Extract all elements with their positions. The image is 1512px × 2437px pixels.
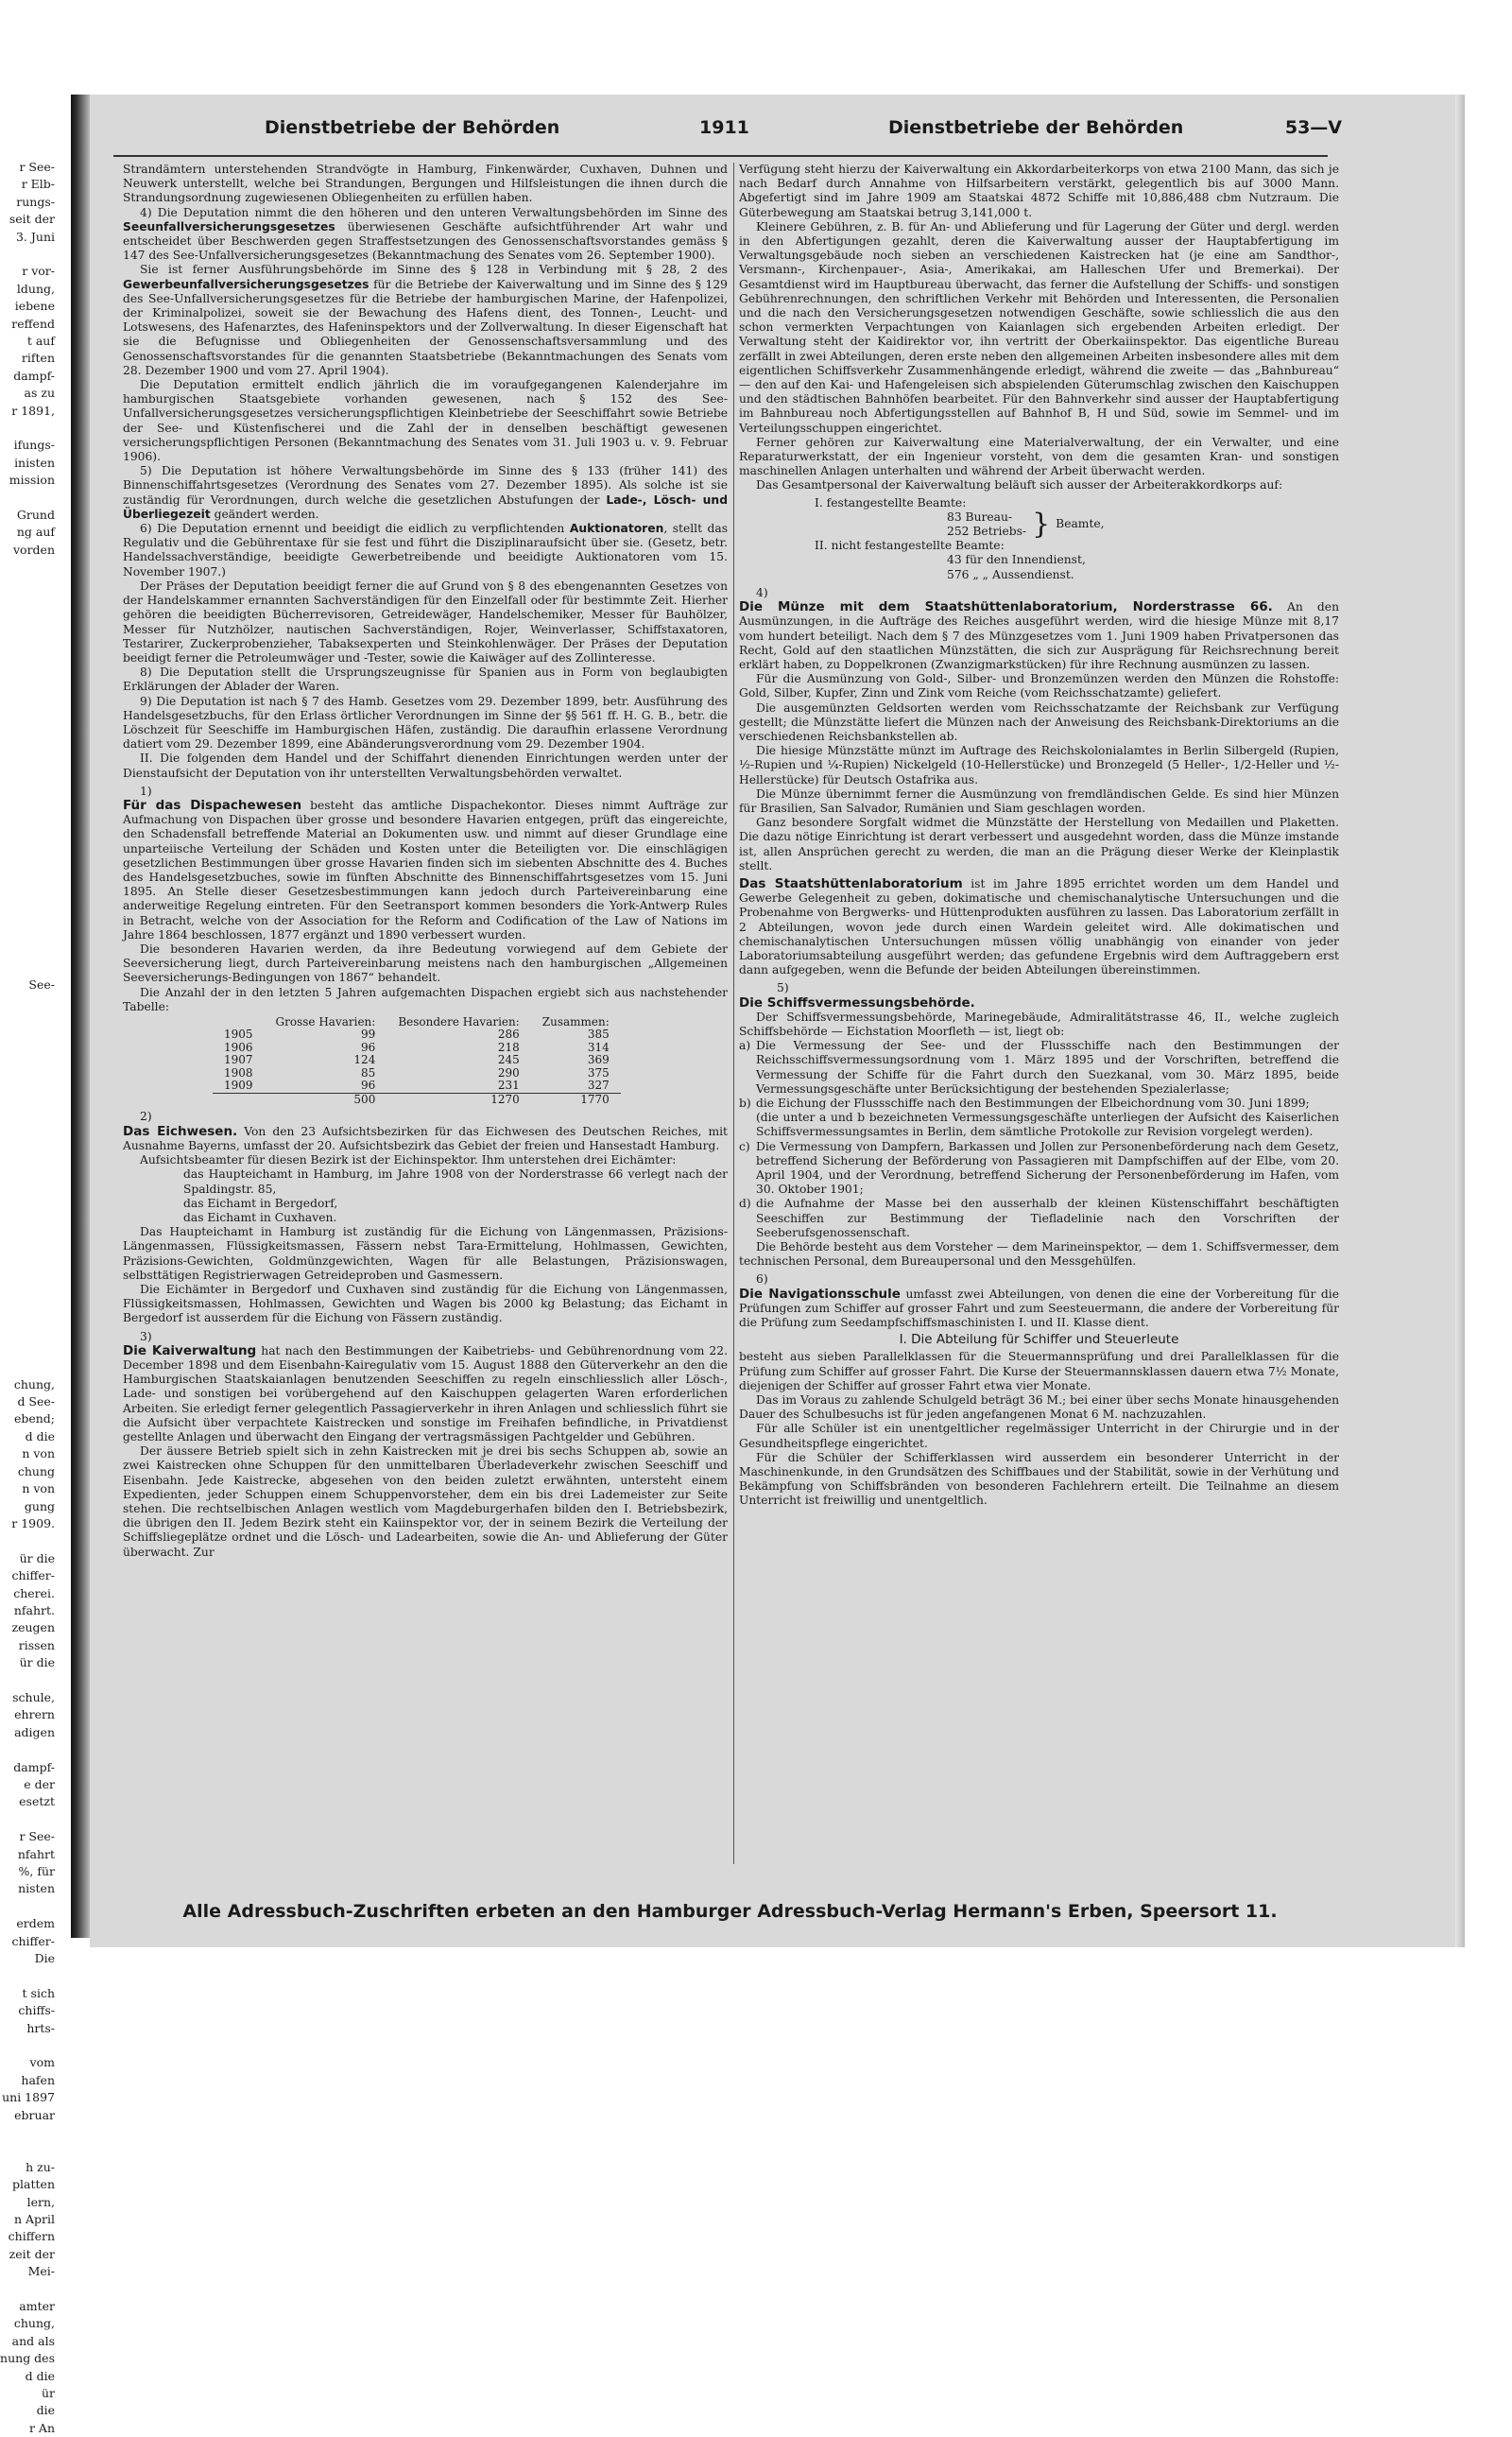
fragment-line: e der bbox=[24, 1776, 55, 1791]
fragment-line: mission bbox=[9, 473, 55, 488]
fragment-line: r 1909. bbox=[11, 1515, 55, 1530]
paragraph: Das Haupteichamt in Hamburg ist zuständig für die Eichung von Längenmassen, Präzisions-Längenmassen, Flüssigkeitsmassen, Fässern nebst Tara-Ermittelung, Hohlmassen, Gewichten, Präzisions-Gewichten, Goldmünzgewichten, Wagen für alle Belastungen, Präzisionswagen, selbsttätigen Registrierwagen Getreideproben und Gasmessern. bbox=[123, 1225, 728, 1282]
fragment-line: ür die bbox=[19, 1550, 55, 1565]
fragment-line: chung, bbox=[13, 2316, 55, 2331]
fragment-line: nfahrt bbox=[17, 1846, 55, 1861]
fragment-line: chung bbox=[17, 1463, 55, 1478]
paragraph: Die Münze übernimmt ferner die Ausmünzung von fremdländischen Gelde. Es sind hier Münzen für Brasilien, San Salvador, Rumänien und Siam geschlagen worden. bbox=[739, 786, 1339, 815]
fragment-line bbox=[0, 2281, 59, 2298]
table-header: Besondere Havarien: bbox=[398, 1014, 520, 1028]
fragment-line: erdem bbox=[16, 1916, 55, 1931]
fragment-line: hrts- bbox=[26, 2020, 55, 2035]
list-label: c) bbox=[739, 1139, 750, 1153]
left-column: Strandämtern unterstehenden Strandvögte in Hamburg, Finkenwärder, Cuxhaven, Duhnen und Neuwerk unterstellt, welche bei Strandungen, Bergungen und Hilfsleistungen die ihnen durch die Strandungsordnung zugewiesenen Obliegenheiten zu erfüllen haben. 4) Die Deputation nimmt die den höheren und den unteren Verwaltungsbehörden im Sinne des Seeunfallversicherungsgesetzes überwiesenen Geschäfte aufsichtführender Art wahr und entscheidet über Beschwerden gegen Straffestsetzungen des Genossenschaftsvorstandes gemäss § 147 des See-Unfallversicherungsgesetzes (Bekanntmachung des Senates vom 26. September 1900). Sie ist ferner Ausführungsbehörde im Sinne des § 128 in Verbindung mit § 28, 2 des Gewerbeunfallversicherungsgesetzes für die Betriebe der Kaiverwaltung und im Sinne des § 129 des See-Unfallversicherungsgesetzes für die Betriebe der hamburgischen Marine, der Hafenpolizei, der Kriminalpolizei, soweit sie der Bewachung des Hafens dient, des Tonnen-, Leucht- und Lotswesens, des Hafenarztes, des Hafeninspektors und der Zollverwaltung. In dieser Eigenschaft hat sie die Befugnisse und Obliegenheiten der Genossenschaftsversammlung und des Genossenschaftsvorstandes für die genannten Staatsbetriebe (Bekanntmachungen des Senats vom 28. Dezember 1900 und vom 27. April 1904). Die Deputation ermittelt endlich jährlich die im voraufgegangenen Kalenderjahre im hamburgischen Staatsgebiete vorhanden gewesenen, nach § 152 des See-Unfallversicherungsgesetzes versicherungspflichtigen Kleinbetriebe der Seeschiffahrt sowie Betriebe der See- und Küstenfischerei und die Zahl der in denselben beschäftigt gewesenen versicherungspflichtigen Personen (Bekanntmachung des Senates vom 31. Juli 1903 u. v. 9. Februar 1906). 5) Die Deputation ist höhere Verwaltungsbehörde im Sinne des § 133 (früher 141) des Binnenschiffahrtsgesetzes (Verordnung des Senates vom 27. Dezember 1895). Als solche ist sie zuständig für Verordnungen, durch welche die gesetzlichen Abstufungen der Lade-, Lösch- und Überliegezeit geändert werden. 6) Die Deputation ernennt und beeidigt die eidlich zu verpflichtenden Auktionatoren, stellt das Regulativ und die Gebührentaxe für sie fest und führt die Disziplinaraufsicht über sie. (Gesetz, betr. Handelssachverständige, beeidigte Gewerbetreibende und beeidigte Auktionatoren vom 15. November 1907.) Der Präses der Deputation beeidigt ferner die auf Grund von § 8 des ebengenannten Gesetzes von der Handelskammer ernannten Sachverständigen für den Einzelfall oder für bestimmte Zeit. Hierher gehören die beeidigten Bücherrevisoren, Getreidewäger, Handelschemiker, Messer für Bauhölzer, Messer für Nutzhölzer, nautischen Sachverständigen, Rojer, Weinverlasser, Schiffstaxatoren, Testarirer, Zuckerprobenzieher, Tabaksexperten und Steinkohlenwäger. Der Präses der Deputation beeidigt ferner die Petroleumwäger und -Tester, sowie die Kaiwäger auf des Zollinteresse. 8) Die Deputation stellt die Ursprungszeugnisse für Spanien aus in Form von beglaubigten Erklärungen der Ablader der Waren. 9) Die Deputation ist nach § 7 des Hamb. Gesetzes vom 29. Dezember 1899, betr. Ausführung des Handelsgesetzbuchs, für den Erlass örtlicher Verordnungen im Sinne der §§ 561 ff. H. G. B., betr. die Löschzeit für Seeschiffe im Hamburgischen Häfen, zuständig. Die daraufhin erlassene Verordnung datiert vom 29. Dezember 1899, eine Abänderungsverordnung vom 29. Dezember 1904. II. Die folgenden dem Handel und der Schiffahrt dienenden Einrichtungen werden unter der Dienstaufsicht der Deputation von ihr unterstellten Verwaltungsbehörden verwaltet. 1) Für das Dispachewesen besteht das amtliche Dispachekontor. Dieses nimmt Aufträge zur Aufmachung von Dispachen über grosse und besondere Havarien entgegen, prüft das eingereichte, den Schadensfall betreffende Material an Dokumenten usw. und nimmt auf dieser Grundlage eine unparteiische Verteilung der Schäden und Kosten unter die Beteiligten vor. Die einschlägigen gesetzlichen Bestimmungen über grosse Havarien finden sich im siebenten Abschnitte des 4. Buches des Handelsgesetzbuches, sowie im fünften Abschnitte des Binnenschiffahrtsgesetzes vom 15. Juni 1895. An Stelle dieser Gesetzesbestimmungen kann jedoch durch Parteivereinbarung eine anderweitige Regelung eintreten. Für den Seetransport kommen besonders die York-Antwerp Rules in Betracht, welche von der Association for the Reform and Codification of the Law of Nations im Jahre 1864 beschlossen, 1877 ergänzt und 1890 verbessert wurden. Die besonderen Havarien werden, da ihre Bedeutung vorwiegend auf dem Gebiete der Seeversicherung liegt, durch Parteivereinbarung meistens nach den hamburgischen „Allgemeinen Seeversicherungs-Bedingungen von 1867“ behandelt. Die Anzahl der in den letzten 5 Jahren aufgemachten Dispachen ergiebt sich aus nachstehender Tabelle: Grosse Havarien: Besondere Havarien: Zusammen: 1905 99 286 385 1906 96 218 314 1907 124 245 369 1908 85 290 375 1909 96 231 327 500 1270 1770 2) Das Eichwesen. Von den 23 Aufsichtsbezirken für das Eichwesen des Deutschen Reiches, mit Ausnahme Bayerns, umfasst der 20. Aufsichtsbezirk das Gebiet der freien und Hansestadt Hamburg. Aufsichtsbeamter für diesen Bezirk ist der Eichinspektor. Ihm unterstehen drei Eichämter: das Haupteichamt in Hamburg, im Jahre 1908 von der Norderstrasse 66 verlegt nach der Spaldingstr. 85, das Eichamt in Bergedorf, das Eichamt in Cuxhaven. Das Haupteichamt in Hamburg ist zuständig für die Eichung von Längenmassen, Präzisions-Längenmassen, Flüssigkeitsmassen, Fässern nebst Tara-Ermittelung, Hohlmassen, Gewichten, Präzisions-Gewichten, Goldmünzgewichten, Wagen für alle Belastungen, Präzisionswagen, selbsttätigen Registrierwagen Getreideproben und Gasmessern. Die Eichämter in Bergedorf und Cuxhaven sind zuständig für die Eichung von Längenmassen, Flüssigkeitsmassen, Hohlmassen, Gewichten und Wagen bis 2000 kg Belastung; das Eichamt in Bergedorf ist ausserdem für die Eichung von Fässern zuständig. 3) Die Kaiverwaltung hat nach den Bestimmungen der Kaibetriebs- und Gebührenordnung vom 22. December 1898 und dem Eisenbahn-Kairegulativ vom 15. August 1888 den Güterverkehr an den die Hamburgischen Staatskaianlagen benutzenden Seeschiffen zu regeln einschliesslich aller Lösch-, Lade- und sonstigen bei vorübergehend auf den Kaischuppen gelagerten Waren erforderlichen Arbeiten. Sie erledigt ferner gelegentlich Passagierverkehr in ihren Anlagen und schliesslich führt sie die Aufsicht über verpachtete Kaistrecken und sonstige im Freihafen befindliche, in Privatdienst gestellte Anlagen und überwacht den Eingang der vertragsmässigen Pachtgelder und Gebühren. Der äussere Betrieb spielt sich in zehn Kaistrecken mit je drei bis sechs Schuppen ab, sowie an zwei Kaistrecken ohne Schuppen für den unmittelbaren Überladeverkehr zwischen Seeschiff und Eisenbahn. Jede Kaistrecke, abgesehen von den beiden zuletzt erwähnten, untersteht einem Expedienten, jeder Schuppen einem Schuppenvorsteher, dem ein bis drei Lademeister zur Seite stehen. Die rechtselbischen Anlagen westlich vom Magdeburgerhafen bilden den I. Betriebsbezirk, die übrigen den II. Jedem Bezirk steht ein Kaiinspektor vor, der in seinem Bezirk die Verteilung der Schiffsliegeplätze ordnet und die Lösch- und Ladearbeiten, sowie die An- und Ablieferung der Güter überwacht. Zur bbox=[123, 163, 729, 1559]
fragment-line bbox=[0, 420, 59, 437]
fragment-line bbox=[0, 838, 59, 855]
table-row bbox=[213, 1028, 621, 1042]
fragment-line: cherei. bbox=[13, 1585, 55, 1600]
fragment-line bbox=[0, 1741, 59, 1758]
paragraph: Das Gesamtpersonal der Kaiverwaltung beläuft sich ausser der Arbeiterakkordkorps auf: bbox=[756, 478, 1283, 493]
table-total-cell: 500 bbox=[265, 1093, 387, 1106]
fragment-line: inisten bbox=[14, 455, 55, 470]
staff-item: 43 für den Innendienst, bbox=[947, 553, 1086, 567]
fragment-line bbox=[0, 1063, 59, 1080]
fragment-line: r See- bbox=[19, 160, 55, 174]
paragraph: Die Behörde besteht aus dem Vorsteher — dem Marineinspektor, — dem 1. Schiffsvermesser, dem technischen Personal, dem Bureaupersonal und den Messgehülfen. bbox=[739, 1240, 1339, 1269]
fragment-line: as zu bbox=[24, 386, 55, 401]
page-gutter-shadow bbox=[71, 95, 90, 1938]
paragraph: Aufsichtsbeamter für diesen Bezirk ist der Eichinspektor. Ihm unterstehen drei Eichämter: bbox=[140, 1153, 677, 1167]
fragment-line bbox=[0, 577, 59, 594]
fragment-line: dampf- bbox=[13, 1759, 55, 1774]
fragment-line bbox=[0, 1080, 59, 1098]
fragment-line bbox=[0, 559, 59, 576]
table-cell: 290 bbox=[497, 1065, 520, 1080]
fragment-line bbox=[0, 2037, 59, 2054]
fragment-line: iebene bbox=[14, 299, 55, 314]
table-cell: 1907 bbox=[224, 1053, 253, 1067]
section-heading: Die Münze mit dem Staatshüttenlaboratorium, Norderstrasse 66. bbox=[739, 599, 1273, 615]
list-text: Die Vermessung von Dampfern, Barkassen und Jollen zur Personenbeförderung nach dem Gesetz, betreffend Sicherung der Beförderung von Passagieren mit Dampfschiffen auf der Elbe, vom 20. April 1904, und der Verordnung, betreffend Sicherung der Personenbeförderung im Hafen, vom 30. Oktober 1901; bbox=[756, 1139, 1339, 1197]
list-item bbox=[756, 1111, 1339, 1139]
page-edge bbox=[1455, 95, 1465, 1947]
fragment-line bbox=[0, 942, 59, 959]
fragment-line bbox=[0, 629, 59, 646]
paragraph: Das im Voraus zu zahlende Schulgeld beträgt 36 M.; bei einer über sechs Monate hinausgehenden Dauer des Schulbesuchs ist für jeden angefangenen Monat 6 M. nachzuzahlen. bbox=[739, 1393, 1339, 1422]
fragment-line bbox=[0, 1011, 59, 1028]
fragment-line: chiffern bbox=[8, 2229, 55, 2244]
fragment-line: uni 1897 bbox=[2, 2090, 55, 2105]
paragraph: 5) Die Deputation ist höhere Verwaltungsbehörde im Sinne des § 133 (früher 141) des Binnenschiffahrtsgesetzes (Verordnung des Senates vom 27. Dezember 1895). Als solche ist sie zuständig für Verordnungen, durch welche die gesetzlichen Abstufungen der Lade-, Lösch- und Überliegezeit geändert werden. bbox=[123, 464, 728, 521]
adjacent-page-fragment bbox=[0, 159, 59, 2435]
fragment-line: and als bbox=[11, 2333, 55, 2348]
list-label: b) bbox=[739, 1097, 751, 1110]
fragment-line: %, für bbox=[18, 1863, 55, 1878]
paragraph: Der äussere Betrieb spielt sich in zehn Kaistrecken mit je drei bis sechs Schuppen ab, sowie an zwei Kaistrecken ohne Schuppen für den unmittelbaren Überladeverkehr zwischen Seeschiff und Eisenbahn. Jede Kaistrecke, abgesehen von den beiden zuletzt erwähnten, untersteht einem Expedienten, jeder Schuppen einem Schuppenvorsteher, dem ein bis drei Lademeister zur Seite stehen. Die rechtselbischen Anlagen westlich vom Magdeburgerhafen bilden den I. Betriebsbezirk, die übrigen den II. Jedem Bezirk steht ein Kaiinspektor vor, der in seinem Bezirk die Verteilung der Schiffsliegeplätze ordnet und die Lösch- und Ladearbeiten, sowie die An- und Ablieferung der Güter überwacht. Zur bbox=[123, 1444, 728, 1559]
paragraph: Für die Ausmünzung von Gold-, Silber- und Bronzemünzen werden den Münzen die Rohstoffe: Gold, Silber, Kupfer, Zinn und Zink vom Reiche (vom Reichsschatzamte) geliefert. bbox=[739, 672, 1339, 700]
list-item bbox=[739, 1197, 1339, 1240]
paragraph: 4) Die Deputation nimmt die den höheren und den unteren Verwaltungsbehörden im Sinne des Seeunfallversicherungsgesetzes überwiesenen Geschäfte aufsichtführender Art wahr und entscheidet über Beschwerden gegen Straffestsetzungen des Genossenschaftsvorstandes gemäss § 147 des See-Unfallversicherungsgesetzes (Bekanntmachung des Senates vom 26. September 1900). bbox=[123, 205, 728, 263]
fragment-line bbox=[0, 1306, 59, 1323]
table-cell: 245 bbox=[497, 1053, 520, 1067]
table-cell: 99 bbox=[361, 1028, 376, 1042]
table-total-cell: 1770 bbox=[531, 1093, 621, 1106]
table-row bbox=[213, 1067, 621, 1080]
page-number: 53—V bbox=[1284, 117, 1342, 138]
fragment-line: seit der bbox=[9, 212, 55, 227]
fragment-line: t auf bbox=[26, 334, 55, 349]
fragment-line bbox=[0, 1115, 59, 1132]
fragment-line bbox=[0, 1358, 59, 1375]
subsection-heading: I. Die Abteilung für Schiffer und Steuerleute bbox=[899, 1332, 1179, 1348]
fragment-line bbox=[0, 1289, 59, 1306]
table-cell: 218 bbox=[497, 1040, 520, 1054]
fragment-line bbox=[0, 1324, 59, 1341]
list-item bbox=[739, 1039, 1339, 1097]
dispachen-table bbox=[213, 1016, 621, 1107]
fragment-line bbox=[0, 1184, 59, 1201]
list-text: die Eichung der Flussschiffe nach den Bestimmungen der Elbeichordnung vom 30. Juni 1899; bbox=[756, 1097, 1310, 1110]
fragment-line: nung des bbox=[0, 2351, 55, 2366]
fragment-line bbox=[0, 994, 59, 1011]
list-item: das Eichamt in Bergedorf, bbox=[183, 1196, 338, 1210]
fragment-line: riften bbox=[21, 351, 55, 366]
table-total-row bbox=[213, 1093, 621, 1106]
fragment-line bbox=[0, 646, 59, 663]
fragment-line bbox=[0, 1202, 59, 1219]
fragment-line bbox=[0, 246, 59, 263]
table-cell: 1908 bbox=[224, 1065, 253, 1080]
fragment-line: schule, bbox=[12, 1689, 55, 1704]
section-heading: Für das Dispachewesen bbox=[123, 797, 302, 813]
section-schiffsvermessung: 5) bbox=[777, 981, 789, 995]
paragraph: 6) Die Deputation ernennt und beeidigt die eidlich zu verpflichtenden Auktionatoren, stellt das Regulativ und die Gebührentaxe für sie fest und führt die Disziplinaraufsicht über sie. (Gesetz, betr. Handelssachverständige, beeidigte Gewerbetreibende und beeidigte Auktionatoren vom 15. November 1907.) bbox=[123, 522, 729, 579]
paragraph: Ganz besondere Sorgfalt widmet die Münzstätte der Herstellung von Medaillen und Plaketten. Die dazu nötige Einrichtung ist derart verbessert und ausgedehnt worden, dass die Münze imstande ist, allen Ansprüchen gerecht zu werden, die man an die Prägung dieser Werke der Kleinplastik stellt. bbox=[739, 816, 1339, 873]
header-section-title-right: Dienstbetriebe der Behörden bbox=[888, 117, 1184, 138]
paragraph: Die ausgemünzten Geldsorten werden vom Reichsschatzamte der Reichsbank zur Verfügung gestellt; die Münzstätte liefert die Münzen nach der Anweisung des Reichsbank-Direktoriums an die verschiedenen Reichsbankstellen ab. bbox=[739, 700, 1339, 743]
table-header: Grosse Havarien: bbox=[275, 1014, 376, 1028]
fragment-line: zeugen bbox=[11, 1620, 55, 1635]
fragment-line: vorden bbox=[12, 542, 55, 557]
fragment-line: r An bbox=[28, 2420, 55, 2435]
fragment-line bbox=[0, 1098, 59, 1115]
paragraph: Der Präses der Deputation beeidigt ferner die auf Grund von § 8 des ebengenannten Gesetzes von der Handelskammer ernannten Sachverständigen für den Einzelfall oder für bestimmte Zeit. Hierher gehören die beeidigten Bücherrevisoren, Getreidewäger, Handelschemiker, Messer für Bauhölzer, Messer für Nutzhölzer, nautischen Sachverständigen, Rojer, Weinverlasser, Schiffstaxatoren, Testarirer, Zuckerprobenzieher, Tabaksexperten und Steinkohlenwäger. Der Präses der Deputation beeidigt ferner die Petroleumwäger und -Tester, sowie die Kaiwäger auf des Zollinteresse. bbox=[123, 579, 728, 665]
staff-group-label: I. festangestellte Beamte: bbox=[815, 495, 967, 510]
fragment-line bbox=[0, 1898, 59, 1915]
fragment-line bbox=[0, 959, 59, 976]
fragment-line: nfahrt. bbox=[13, 1602, 55, 1617]
table-cell: 385 bbox=[587, 1028, 610, 1042]
fragment-line: h zu- bbox=[26, 2159, 55, 2174]
table-header bbox=[213, 1016, 265, 1029]
table-cell: 314 bbox=[587, 1040, 610, 1054]
paragraph: Der Schiffsvermessungsbehörde, Marinegebäude, Admiralitätstrasse 46, II., welche zugleich Schiffsbehörde — Eichstation Moorfleth — ist, liegt ob: bbox=[739, 1010, 1339, 1038]
fragment-line bbox=[0, 1237, 59, 1254]
paragraph: Ferner gehören zur Kaiverwaltung eine Materialverwaltung, der ein Verwalter, und eine Reparaturwerkstatt, der ein Ingenieur vorsteht, von dem die gesamten Kran- und sonstigen maschinellen Anlagen unterhalten und während der Arbeit überwacht werden. bbox=[739, 435, 1339, 478]
fragment-line: Mei- bbox=[27, 2264, 55, 2279]
fragment-line bbox=[0, 1132, 59, 1149]
table-cell: 231 bbox=[497, 1079, 520, 1093]
fragment-line bbox=[0, 768, 59, 785]
fragment-line bbox=[0, 1046, 59, 1063]
fragment-line: gung bbox=[24, 1498, 55, 1513]
fragment-line: ehrern bbox=[14, 1707, 55, 1722]
table-total-cell: 1270 bbox=[387, 1093, 530, 1106]
paragraph: besteht aus sieben Parallelklassen für die Steuermannsprüfung und drei Parallelklassen für die Prüfung zum Schiffer auf grosser Fahrt. Die Kurse der Steuermannsklassen dauern etwa 7½ Monate, diejenigen der Schiffer auf grosser Fahrt etwa vier Monate. bbox=[739, 1350, 1339, 1392]
fragment-line bbox=[0, 1811, 59, 1828]
table-cell: 286 bbox=[497, 1028, 520, 1042]
fragment-line: chung, bbox=[13, 1376, 55, 1391]
staff-item: 576 „ „ Aussendienst. bbox=[947, 567, 1074, 581]
section-navigationsschule: 6) bbox=[756, 1272, 768, 1287]
fragment-line: r Elb- bbox=[21, 177, 55, 192]
fragment-line bbox=[0, 1219, 59, 1236]
section-heading: Das Eichwesen. bbox=[123, 1123, 238, 1139]
fragment-line: chiffer- bbox=[11, 1933, 55, 1948]
list-label: a) bbox=[739, 1039, 751, 1053]
fragment-line bbox=[0, 855, 59, 872]
list-item bbox=[739, 1139, 1339, 1198]
fragment-line bbox=[0, 751, 59, 768]
list-text: (die unter a und b bezeichneten Vermessungsgeschäfte unterliegen der Aufsicht des Kaiserlichen Schiffsvermessungsamtes in Berlin, dem sämtliche Protokolle zur Revision vorgelegt werden). bbox=[756, 1111, 1339, 1139]
fragment-line: d See- bbox=[17, 1394, 55, 1409]
table-cell: 85 bbox=[361, 1065, 376, 1080]
header-year: 1911 bbox=[699, 117, 749, 138]
list-item: das Haupteichamt in Hamburg, im Jahre 1908 von der Norderstrasse 66 verlegt nach der Spaldingstr. 85, bbox=[183, 1167, 728, 1196]
fragment-line: Die bbox=[34, 1951, 55, 1965]
duties-list bbox=[739, 1039, 1339, 1240]
fragment-line: rissen bbox=[18, 1637, 55, 1652]
fragment-line: lern, bbox=[26, 2194, 55, 2209]
paragraph: II. Die folgenden dem Handel und der Schiffahrt dienenden Einrichtungen werden unter der Dienstaufsicht der Deputation von ihr unterstellten Verwaltungsbehörden verwaltet. bbox=[123, 752, 728, 780]
running-header bbox=[265, 117, 1342, 149]
header-section-title: Dienstbetriebe der Behörden bbox=[265, 117, 560, 138]
fragment-line: hafen bbox=[21, 2072, 55, 2087]
list-item bbox=[739, 1097, 1339, 1111]
fragment-line bbox=[0, 698, 59, 715]
paragraph: Strandämtern unterstehenden Strandvögte in Hamburg, Finkenwärder, Cuxhaven, Duhnen und Neuwerk unterstellt, welche bei Strandungen, Bergungen und Hilfsleistungen die ihnen durch die Strandungsordnung zugewiesenen Obliegenheiten zu erfüllen haben. bbox=[123, 163, 728, 205]
fragment-line bbox=[0, 1254, 59, 1271]
table-cell: 375 bbox=[587, 1065, 610, 1080]
fragment-line bbox=[0, 1532, 59, 1549]
fragment-line: d die bbox=[25, 1428, 55, 1443]
fragment-line: amter bbox=[19, 2299, 55, 2314]
fragment-line: esetzt bbox=[19, 1794, 55, 1809]
fragment-line: n von bbox=[22, 1481, 55, 1496]
fragment-line: t sich bbox=[22, 1985, 55, 2000]
fragment-line bbox=[0, 890, 59, 907]
paragraph: Für die Schüler der Schifferklassen wird ausserdem ein besonderer Unterricht in der Maschinenkunde, in den Grundsätzen des Schiffbaues und der Stabilität, sowie in der Verhütung und Bekämpfung von Schiffsbränden von besonderen Fachlehrern erteilt. Die Teilnahme an diesem Unterricht ist freiwillig und unentgeltlich. bbox=[739, 1450, 1339, 1508]
fragment-line: ebend; bbox=[13, 1411, 55, 1426]
fragment-line bbox=[0, 907, 59, 924]
table-total-cell bbox=[213, 1093, 265, 1106]
fragment-line: ng auf bbox=[16, 525, 55, 540]
fragment-line bbox=[0, 925, 59, 942]
paragraph: Die Deputation ermittelt endlich jährlich die im voraufgegangenen Kalenderjahre im hamburgischen Staatsgebiete vorhanden gewesenen, nach § 152 des See-Unfallversicherungsgesetzes versicherungspflichtigen Kleinbetriebe der Seeschiffahrt sowie Betriebe der See- und Küstenfischerei und die Zahl der in denselben beschäftigt gewesenen versicherungspflichtigen Personen (Bekanntmachung des Senates vom 31. Juli 1903 u. v. 9. Februar 1906). bbox=[123, 378, 728, 464]
table-header: Zusammen: bbox=[541, 1014, 610, 1028]
fragment-line bbox=[0, 716, 59, 733]
section-heading: Das Staatshüttenlaboratorium bbox=[739, 875, 963, 891]
eichaemter-list bbox=[123, 1167, 728, 1225]
fragment-line bbox=[0, 611, 59, 628]
paragraph: 9) Die Deputation ist nach § 7 des Hamb. Gesetzes vom 29. Dezember 1899, betr. Ausführung des Handelsgesetzbuchs, für den Erlass örtlicher Verordnungen im Sinne der §§ 561 ff. H. G. B., betr. die Löschzeit für Seeschiffe im Hamburgischen Häfen, zuständig. Die daraufhin erlassene Verordnung datiert vom 29. Dezember 1899, eine Abänderungsverordnung vom 29. Dezember 1904. bbox=[123, 694, 728, 752]
fragment-line bbox=[0, 1028, 59, 1046]
fragment-line bbox=[0, 872, 59, 889]
staff-list bbox=[815, 496, 1339, 582]
fragment-line bbox=[0, 733, 59, 750]
staff-item: 252 Betriebs- bbox=[947, 525, 1027, 539]
fragment-line bbox=[0, 681, 59, 698]
fragment-line bbox=[0, 664, 59, 681]
section-muenze: 4) bbox=[756, 585, 768, 599]
fragment-line: platten bbox=[12, 2177, 55, 2192]
table-cell: 1906 bbox=[224, 1040, 253, 1054]
paragraph: Die Eichämter in Bergedorf und Cuxhaven sind zuständig für die Eichung von Längenmassen, Flüssigkeitsmassen, Hohlmassen, Gewichten und Wagen bis 2000 kg Belastung; das Eichamt in Bergedorf ist ausserdem für die Eichung von Fässern zuständig. bbox=[123, 1282, 728, 1325]
table-cell: 96 bbox=[361, 1079, 376, 1093]
header-rule bbox=[113, 155, 1328, 157]
fragment-line: r vor- bbox=[22, 264, 55, 279]
list-item: das Eichamt in Cuxhaven. bbox=[183, 1210, 337, 1224]
fragment-line bbox=[0, 594, 59, 611]
fragment-line: adigen bbox=[14, 1724, 55, 1739]
fragment-line: n von bbox=[22, 1446, 55, 1461]
fragment-line: Grund bbox=[16, 508, 55, 523]
table-row bbox=[213, 1042, 621, 1055]
fragment-line: vom bbox=[29, 2055, 55, 2070]
table-cell: 369 bbox=[587, 1053, 610, 1067]
section-kaiverwaltung: 3) bbox=[140, 1329, 152, 1343]
fragment-line: d die bbox=[25, 2368, 55, 2383]
table-cell: 327 bbox=[587, 1079, 610, 1093]
paragraph: Die besonderen Havarien werden, da ihre Bedeutung vorwiegend auf dem Gebiete der Seeversicherung liegt, durch Parteivereinbarung meistens nach den hamburgischen „Allgemeinen Seeversicherungs-Bedingungen von 1867“ behandelt. bbox=[123, 942, 728, 985]
fragment-line: ifungs- bbox=[13, 438, 55, 453]
paragraph: Sie ist ferner Ausführungsbehörde im Sinne des § 128 in Verbindung mit § 28, 2 des Gewerbeunfallversicherungsgesetzes für die Betriebe der Kaiverwaltung und im Sinne des § 129 des See-Unfallversicherungsgesetzes für die Betriebe der hamburgischen Marine, der Hafenpolizei, der Kriminalpolizei, soweit sie der Bewachung des Hafens dient, des Tonnen-, Leucht- und Lotswesens, des Hafenarztes, des Hafeninspektors und der Zollverwaltung. In dieser Eigenschaft hat sie die Befugnisse und Obliegenheiten der Genossenschaftsversammlung und des Genossenschaftsvorstandes für die genannten Staatsbetriebe (Bekanntmachungen des Senats vom 28. Dezember 1900 und vom 27. April 1904). bbox=[123, 263, 728, 377]
fragment-line bbox=[0, 785, 59, 802]
fragment-line: r 1891, bbox=[11, 403, 55, 418]
fragment-line: ür die bbox=[19, 1655, 55, 1670]
fragment-line bbox=[0, 803, 59, 820]
fragment-line: reffend bbox=[11, 316, 55, 331]
fragment-line bbox=[0, 1150, 59, 1167]
table-cell: 1909 bbox=[224, 1079, 253, 1093]
fragment-line: zeit der bbox=[9, 2246, 55, 2261]
list-text: die Aufnahme der Masse bei den ausserhalb der kleinen Küstenschiffahrt beschäftigten Seeschiffen zur Bestimmung der Tiefladelinie nach den Vorschriften der Seeberufsgenossenschaft. bbox=[756, 1197, 1339, 1239]
list-text: Die Vermessung der See- und der Flussschiffe nach den Bestimmungen der Reichsschiffsvermessungsordnung vom 1. März 1895 und der Vorschriften, betreffend die Vermessung der Schiffe für die Fahrt durch den Suezkanal, vom 30. März 1895, beide Vermessungsgeschäfte unter Berücksichtigung der bestehenden Spezialerlasse; bbox=[756, 1039, 1339, 1096]
paragraph: Die hiesige Münzstätte münzt im Auftrage des Reichskolonialamtes in Berlin Silbergeld (Rupien, ½-Rupien und ¼-Rupien) Nickelgeld (10-Hellerstücke) und Bronzegeld (5 Heller-, 1/2-Heller und ½-Hellerstücke) für Deutsch Ostafrika aus. bbox=[739, 744, 1339, 786]
fragment-line bbox=[0, 2124, 59, 2141]
fragment-line bbox=[0, 1167, 59, 1184]
table-row bbox=[213, 1080, 621, 1093]
section-heading: Die Kaiverwaltung bbox=[123, 1342, 257, 1358]
table-cell: 124 bbox=[353, 1053, 376, 1067]
staff-group-label: II. nicht festangestellte Beamte: bbox=[815, 539, 1005, 553]
section-dispachewesen: 1) bbox=[140, 784, 152, 798]
fragment-line: r See- bbox=[19, 1829, 55, 1844]
list-label: d) bbox=[739, 1197, 751, 1211]
fragment-line: dampf- bbox=[13, 368, 55, 383]
fragment-line: die bbox=[36, 2403, 55, 2418]
fragment-line: ebruar bbox=[14, 2107, 55, 2122]
brace-glyph: } bbox=[1032, 508, 1051, 542]
fragment-line bbox=[0, 1967, 59, 1984]
fragment-line: ür bbox=[41, 2386, 55, 2401]
table-cell: 96 bbox=[361, 1040, 376, 1054]
right-column: Verfügung steht hierzu der Kaiverwaltung ein Akkordarbeiterkorps von etwa 2100 Mann, das sich je nach Bedarf durch Annahme von Hilfsarbeitern verstärkt, gelegentlich bis auf 3000 Mann. Abgefertigt sind im Jahre 1909 am Staatskai 4872 Schiffe mit 10,886,488 cbm Nutzraum. Die Güterbewegung am Staatskai betrug 3,141,000 t. Kleinere Gebühren, z. B. für An- und Ablieferung und für Lagerung der Güter und dergl. werden in den Abfertigungen gezahlt, deren die Kaiverwaltung ausser der Hauptabfertigung im Verwaltungsgebäude noch sieben an verschiedenen Kaistrecken hat (je eine am Sandthor-, Versmann-, Kirchenpauer-, Asia-, Amerikakai, am Halleschen Ufer und Bremerkai). Der Gesamtdienst wird im Hauptbureau überwacht, das ferner die Aufstellung der Schiffs- und sonstigen Gebührenrechnungen, den schriftlichen Verkehr mit Behörden und Interessenten, die Personalien und die nach den Versicherungsgesetzen notwendigen Geschäfte, sowie schliesslich die aus den schon vermerkten Verpachtungen von Kaianlagen sich ergebenden Arbeiten erledigt. Der Verwaltung steht der Kaidirektor vor, ihn vertritt der Oberkaiinspektor. Das eigentliche Bureau zerfällt in zwei Abteilungen, deren erste neben den allgemeinen Arbeiten insbesondere alles mit dem eigentlichen Schiffsverkehr Zusammenhängende erledigt, während die zweite — das „Bahnbureau“ — den auf den Kai- und Hafengeleisen sich abspielenden Güterumschlag zwischen den Kaischuppen und den städtischen Bahnhöfen bearbeitet. Für den Bahnverkehr sind ausser der Hauptabfertigung im Bahnbureau noch Abfertigungsstellen auf Bahnhof B, H und Süd, sowie im Semmel- und im Verteilungsschuppen eingerichtet. Ferner gehören zur Kaiverwaltung eine Materialverwaltung, der ein Verwalter, und eine Reparaturwerkstatt, der ein Ingenieur vorsteht, von dem die gesamten Kran- und sonstigen maschinellen Anlagen unterhalten und während der Arbeit überwacht werden. Das Gesamtpersonal der Kaiverwaltung beläuft sich ausser der Arbeiterakkordkorps auf: I. festangestellte Beamte: 83 Bureau- 252 Betriebs- } Beamte, II. nicht festangestellte Beamte: 43 für den Innendienst, 576 „ „ Aussendienst. 4) Die Münze mit dem Staatshüttenlaboratorium, Norderstrasse 66. An den Ausmünzungen, in die Aufträge des Reiches ausgeführt werden, wird die hiesige Münze mit 8,17 vom hundert beteiligt. Nach dem § 7 des Münzgesetzes vom 1. Juni 1909 haben Privatpersonen das Recht, Gold auf den staatlichen Münzstätten, die sich zur Ausprägung für Reichsrechnung bereit erklärt haben, zu Doppelkronen (Zwanzigmarkstücken) für ihre Rechnung ausmünzen zu lassen. Für die Ausmünzung von Gold-, Silber- und Bronzemünzen werden den Münzen die Rohstoffe: Gold, Silber, Kupfer, Zinn und Zink vom Reiche (vom Reichsschatzamte) geliefert. Die ausgemünzten Geldsorten werden vom Reichsschatzamte der Reichsbank zur Verfügung gestellt; die Münzstätte liefert die Münzen nach der Anweisung des Reichsbank-Direktoriums an die verschiedenen Reichsbankstellen ab. Die hiesige Münzstätte münzt im Auftrage des Reichskolonialamtes in Berlin Silbergeld (Rupien, ½-Rupien und ¼-Rupien) Nickelgeld (10-Hellerstücke) und Bronzegeld (5 Heller-, 1/2-Heller und ½-Hellerstücke) für Deutsch Ostafrika aus. Die Münze übernimmt ferner die Ausmünzung von fremdländischen Gelde. Es sind hier Münzen für Brasilien, San Salvador, Rumänien und Siam geschlagen worden. Ganz besondere Sorgfalt widmet die Münzstätte der Herstellung von Medaillen und Plaketten. Die dazu nötige Einrichtung ist derart verbessert und ausgedehnt worden, dass die Münze imstande ist, allen Ansprüchen gerecht zu werden, die man an die Prägung dieser Werke der Kleinplastik stellt. Das Staatshüttenlaboratorium ist im Jahre 1895 errichtet worden um dem Handel und Gewerbe Gelegenheit zu geben, dokimatische und chemischanalytische Untersuchungen und die Probenahme von Bergwerks- und Hüttenprodukten ausführen zu lassen. Das Laboratorium zerfällt in 2 Abteilungen, wovon jede durch einen Wardein geleitet wird. Alle dokimatischen und chemischanalytischen Untersuchungen müssen völlig unabhängig von einander von jeder Laboratoriumsabteilung ausgeführt werden; das gefundene Ergebnis wird dem Auftraggebern erst dann aufgegeben, wenn die Befunde der beiden Abteilungen übereinstimmen. 5) Die Schiffsvermessungsbehörde. Der Schiffsvermessungsbehörde, Marinegebäude, Admiralitätstrasse 46, II., welche zugleich Schiffsbehörde — Eichstation Moorfleth — ist, liegt ob: a) Die Vermessung der See- und der Flussschiffe nach den Bestimmungen der Reichsschiffsvermessungsordnung vom 1. März 1895 und der Vorschriften, betreffend die Vermessung der Schiffe für die Fahrt durch den Suezkanal, vom 30. März 1895, beide Vermessungsgeschäfte unter Berücksichtigung der bestehenden Spezialerlasse; b) die Eichung der Flussschiffe nach den Bestimmungen der Elbeichordnung vom 30. Juni 1899; (die unter a und b bezeichneten Vermessungsgeschäfte unterliegen der Aufsicht des Kaiserlichen Schiffsvermessungsamtes in Berlin, dem sämtliche Protokolle zur Revision vorgelegt werden). c) Die Vermessung von Dampfern, Barkassen und Jollen zur Personenbeförderung nach dem Gesetz, betreffend Sicherung der Beförderung von Passagieren mit Dampfschiffen auf der Elbe, vom 20. April 1904, und der Verordnung, betreffend Sicherung der Personenbeförderung im Hafen, vom 30. Oktober 1901; d) die Aufnahme der Masse bei den ausserhalb der kleinen Küstenschiffahrt beschäftigten Seeschiffen zur Bestimmung der Tiefladelinie nach den Vorschriften der Seeberufsgenossenschaft. Die Behörde besteht aus dem Vorsteher — dem Marineinspektor, — dem 1. Schiffsvermesser, dem technischen Personal, dem Bureaupersonal und den Messgehülfen. 6) Die Navigationsschule umfasst zwei Abteilungen, von denen die eine der Vorbereitung für die Prüfungen zum Schiffer auf grosser Fahrt und zum Seesteuermann, die andere der Vorbereitung für die Prüfung zum Seedampfschiffsmaschinisten I. und II. Klasse dient. I. Die Abteilung für Schiffer und Steuerleute besteht aus sieben Parallelklassen für die Steuermannsprüfung und drei Parallelklassen für die Prüfung zum Schiffer auf grosser Fahrt. Die Kurse der Steuermannsklassen dauern etwa 7½ Monate, diejenigen der Schiffer auf grosser Fahrt etwa vier Monate. Das im Voraus zu zahlende Schulgeld beträgt 36 M.; bei einer über sechs Monate hinausgehenden Dauer des Schulbesuchs ist für jeden angefangenen Monat 6 M. nachzuzahlen. Für alle Schüler ist ein unentgeltlicher regelmässiger Unterricht in der Chirurgie und in der Gesundheitspflege eingerichtet. Für die Schüler der Schifferklassen wird ausserdem ein besonderer Unterricht in der Maschinenkunde, in den Grundsätzen des Schiffbaues und der Stabilität, sowie in der Verhütung und Bekämpfung von Schiffsbränden von besonderen Fachlehrern erteilt. Die Teilnahme an diesem Unterricht ist freiwillig und unentgeltlich. bbox=[739, 163, 1340, 1508]
fragment-line: rungs- bbox=[16, 194, 55, 209]
paragraph: Die Anzahl der in den letzten 5 Jahren aufgemachten Dispachen ergiebt sich aus nachstehender Tabelle: bbox=[123, 985, 728, 1013]
fragment-line: 3. Juni bbox=[15, 229, 55, 244]
table-cell: 1905 bbox=[224, 1028, 253, 1042]
staff-brace-group bbox=[947, 508, 1339, 542]
paragraph: Für alle Schüler ist ein unentgeltlicher regelmässiger Unterricht in der Chirurgie und in der Gesundheitspflege eingerichtet. bbox=[739, 1422, 1339, 1450]
paragraph: 8) Die Deputation stellt die Ursprungszeugnisse für Spanien aus in Form von beglaubigten Erklärungen der Ablader der Waren. bbox=[123, 665, 728, 694]
fragment-line: nisten bbox=[18, 1881, 55, 1896]
paragraph: Verfügung steht hierzu der Kaiverwaltung ein Akkordarbeiterkorps von etwa 2100 Mann, das sich je nach Bedarf durch Annahme von Hilfsarbeitern verstärkt, gelegentlich bis auf 3000 Mann. Abgefertigt sind im Jahre 1909 am Staatskai 4872 Schiffe mit 10,886,488 cbm Nutzraum. Die Güterbewegung am Staatskai betrug 3,141,000 t. bbox=[739, 163, 1339, 219]
footer-advertisement: Alle Adressbuch-Zuschriften erbeten an den Hamburger Adressbuch-Verlag Hermann's Erben, Speersort 11. bbox=[182, 1901, 1278, 1922]
fragment-line bbox=[0, 820, 59, 837]
staff-item: Beamte, bbox=[1056, 517, 1105, 531]
fragment-line: n April bbox=[13, 2212, 55, 2227]
staff-item: 83 Bureau- bbox=[947, 510, 1013, 524]
fragment-line: chiffer- bbox=[11, 1568, 55, 1583]
fragment-line: chiffs- bbox=[18, 2003, 55, 2018]
fragment-line bbox=[0, 2141, 59, 2158]
paragraph: Kleinere Gebühren, z. B. für An- und Ablieferung und für Lagerung der Güter und dergl. werden in den Abfertigungen gezahlt, deren die Kaiverwaltung ausser der Hauptabfertigung im Verwaltungsgebäude noch sieben an verschiedenen Kaistrecken hat (je eine am Sandthor-, Versmann-, Kirchenpauer-, Asia-, Amerikakai, am Halleschen Ufer und Bremerkai). Der Gesamtdienst wird im Hauptbureau überwacht, das ferner die Aufstellung der Schiffs- und sonstigen Gebührenrechnungen, den schriftlichen Verkehr mit Behörden und Interessenten, die Personalien und die nach den Versicherungsgesetzen notwendigen Geschäfte, sowie schliesslich die aus den schon vermerkten Verpachtungen von Kaianlagen sich ergebenden Arbeiten erledigt. Der Verwaltung steht der Kaidirektor vor, ihn vertritt der Oberkaiinspektor. Das eigentliche Bureau zerfällt in zwei Abteilungen, deren erste neben den allgemeinen Arbeiten insbesondere alles mit dem eigentlichen Schiffsverkehr Zusammenhängende erledigt, während die zweite — das „Bahnbureau“ — den auf den Kai- und Hafengeleisen sich abspielenden Güterumschlag zwischen den Kaischuppen und den städtischen Bahnhöfen bearbeitet. Für den Bahnverkehr sind ausser der Hauptabfertigung im Bahnbureau noch Abfertigungsstellen auf Bahnhof B, H und Süd, sowie im Semmel- und im Verteilungsschuppen eingerichtet. bbox=[739, 219, 1339, 435]
column-divider bbox=[733, 163, 734, 1864]
table-row bbox=[213, 1054, 621, 1067]
section-heading: Die Navigationsschule bbox=[739, 1286, 901, 1302]
section-heading: Die Schiffsvermessungsbehörde. bbox=[739, 994, 975, 1011]
fragment-line: ldung, bbox=[16, 281, 55, 296]
fragment-line bbox=[0, 1672, 59, 1689]
section-eichwesen: 2) bbox=[140, 1110, 152, 1124]
fragment-line bbox=[0, 490, 59, 507]
fragment-line bbox=[0, 1271, 59, 1288]
fragment-line: See- bbox=[28, 977, 55, 992]
fragment-line bbox=[0, 1341, 59, 1358]
